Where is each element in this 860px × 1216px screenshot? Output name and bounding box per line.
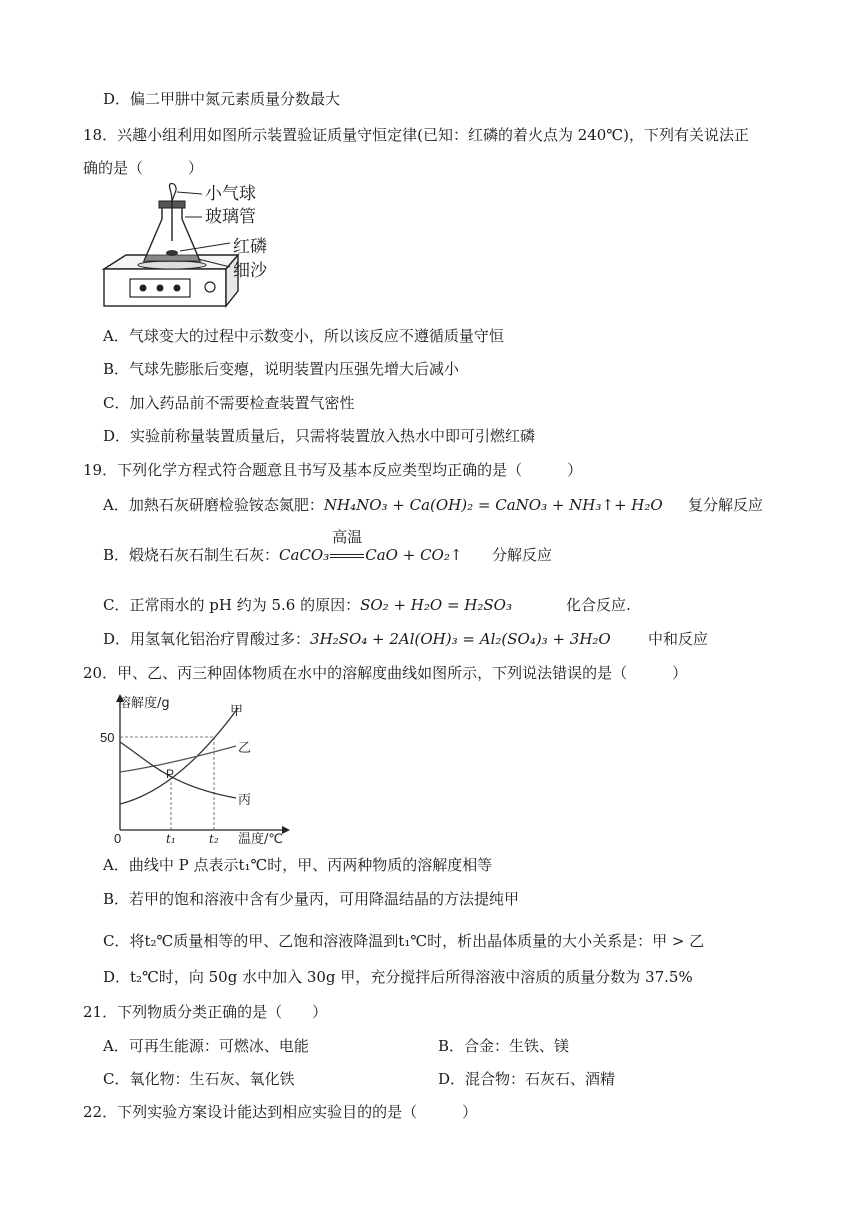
label-glass-tube: 玻璃管 (205, 207, 256, 227)
q19-c-text: C．正常雨水的 pH 约为 5.6 的原因： (103, 596, 361, 614)
q19-b-condition (329, 528, 365, 566)
series-label-yi: 乙 (238, 741, 252, 756)
q19-d-equation: 3H₂SO₄ + 2Al(OH)₃ = Al₂(SO₄)₃ + 3H₂O (310, 630, 611, 648)
label-fine-sand: 细沙 (233, 261, 267, 281)
x-axis-arrow (282, 826, 290, 834)
q21-option-d: D．混合物：石灰石、酒精 (438, 1070, 616, 1088)
q20-solubility-chart (100, 690, 310, 850)
q17-option-d: D．偏二甲肼中氮元素质量分数最大 (103, 90, 341, 108)
curve-jia (120, 708, 238, 804)
q19-d-text: D．用氢氧化铝治疗胃酸过多： (103, 630, 311, 648)
chart-x-tick-t2: t₂ (209, 832, 219, 846)
q21-stem: 21．下列物质分类正确的是（ ） (83, 1003, 328, 1021)
point-p-label: P (166, 767, 175, 781)
q19-b-eq-right: CaO + CO₂↑ (365, 546, 463, 564)
q19-a-text: A．加熱石灰研磨检验铵态氮肥： (103, 496, 324, 514)
series-label-bing: 丙 (238, 793, 252, 808)
q20-option-a: A．曲线中 P 点表示t₁℃时，甲、丙两种物质的溶解度相等 (103, 856, 493, 874)
q19-option-c (103, 594, 512, 616)
q18-option-b: B．气球先膨胀后变瘪，说明装置内压强先增大后减小 (103, 360, 460, 378)
q18-option-c: C．加入药品前不需要检查装置气密性 (103, 394, 355, 412)
q19-b-condition-label: 高温 (332, 528, 363, 546)
chart-xlabel: 温度/℃ (238, 832, 283, 847)
chart-origin: 0 (114, 831, 122, 846)
chart-ylabel: 溶解度/g (118, 696, 170, 711)
q19-option-b (103, 528, 463, 566)
q22-stem: 22．下列实验方案设计能达到相应实验目的的是（ ） (83, 1103, 478, 1121)
q18-stem-line1: 18．兴趣小组利用如图所示装置验证质量守恒定律(已知：红磷的着火点为 240℃)，下列有关说法正 (83, 126, 749, 144)
curve-yi (120, 746, 236, 772)
q20-option-d: D．t₂℃时，向 50g 水中加入 30g 甲，充分搅拌后所得溶液中溶质的质量分数为 37.5% (103, 968, 693, 986)
q21-option-b: B．合金：生铁、镁 (438, 1037, 570, 1055)
q19-a-equation: NH₄NO₃ + Ca(OH)₂ = CaNO₃ + NH₃↑+ H₂O (323, 496, 663, 514)
q19-d-reaction-type: 中和反应 (648, 630, 709, 648)
q19-a-reaction-type: 复分解反应 (688, 496, 764, 514)
q20-option-c: C．将t₂℃质量相等的甲、乙饱和溶液降温到t₁℃时，析出晶体质量的大小关系是：甲 > 乙 (103, 932, 705, 950)
chart-x-tick-t1: t₁ (166, 832, 176, 846)
q19-b-condition-bar (330, 554, 364, 558)
q21-option-c: C．氧化物：生石灰、氧化铁 (103, 1070, 295, 1088)
q19-b-text: B．煅烧石灰石制生石灰： (103, 546, 280, 564)
q18-option-d: D．实验前称量装置质量后，只需将装置放入热水中即可引燃红磷 (103, 427, 536, 445)
q19-option-a (103, 494, 663, 516)
q20-stem: 20．甲、乙、丙三种固体物质在水中的溶解度曲线如图所示，下列说法错误的是（ ） (83, 664, 688, 682)
series-label-jia: 甲 (230, 704, 244, 719)
q19-option-d (103, 628, 611, 650)
q21-option-a: A．可再生能源：可燃冰、电能 (103, 1037, 309, 1055)
q19-stem: 19．下列化学方程式符合题意且书写及基本反应类型均正确的是（ ） (83, 461, 583, 479)
q18-stem-line2: 确的是（ ） (83, 159, 204, 177)
q19-c-equation: SO₂ + H₂O = H₂SO₃ (360, 596, 512, 614)
chart-y-tick-50: 50 (100, 730, 115, 745)
label-small-balloon: 小气球 (205, 184, 256, 204)
q20-option-b: B．若甲的饱和溶液中含有少量丙，可用降温结晶的方法提纯甲 (103, 890, 520, 908)
label-red-phosphorus: 红磷 (233, 237, 267, 257)
q19-b-reaction-type: 分解反应 (492, 546, 553, 564)
q18-option-a: A．气球变大的过程中示数变小，所以该反应不遵循质量守恒 (103, 327, 504, 345)
q19-b-eq-left: CaCO₃ (279, 546, 330, 564)
q19-c-reaction-type: 化合反应. (566, 596, 631, 614)
